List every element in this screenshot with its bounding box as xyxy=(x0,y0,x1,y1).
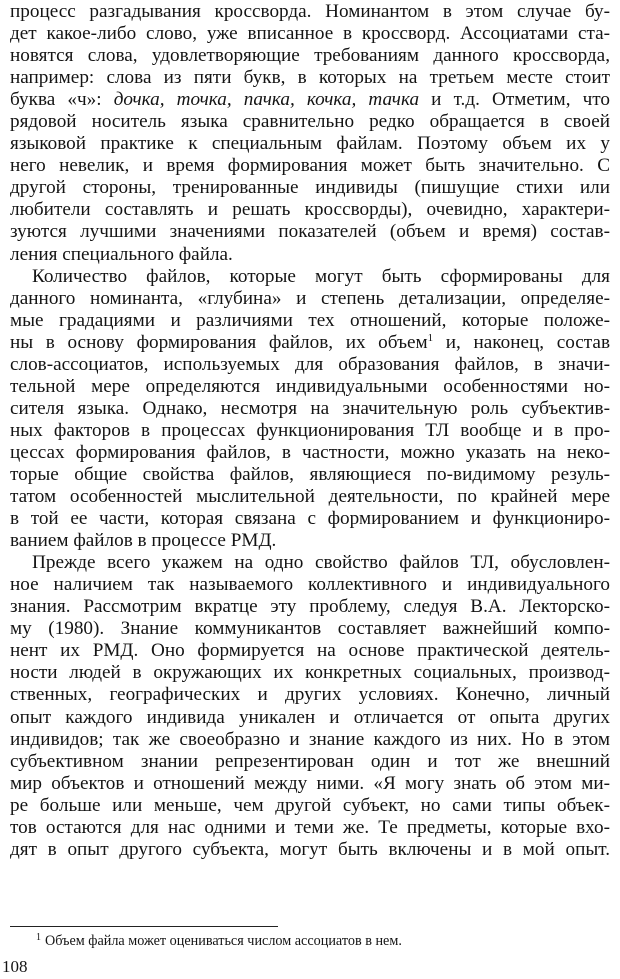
text-segment: процесс разгадывания кроссворда. Номинантом в этом случае бу- xyxy=(10,1,610,22)
text-segment: и т.д. Отметим, что xyxy=(419,89,610,111)
text-segment: Количество файлов, которые могут быть сформированы для xyxy=(32,265,610,287)
text-line xyxy=(10,354,610,376)
text-segment: например: слова из пяти букв, в которых на третьем месте стоит xyxy=(10,67,610,89)
footnote xyxy=(36,932,402,950)
text-line xyxy=(10,376,610,398)
text-line xyxy=(10,464,610,486)
text-line xyxy=(10,530,610,552)
text-segment: татом особенностей мыслительной деятельности, по крайней мере xyxy=(10,486,610,508)
text-segment: цессах формирования файлов, в частности, можно указать на неко- xyxy=(10,441,610,463)
text-line xyxy=(10,67,610,89)
text-line xyxy=(10,1,610,23)
text-line xyxy=(10,45,610,67)
footnote-text: Объем файла может оцениваться числом ассоциатов в нем. xyxy=(45,933,402,949)
text-line xyxy=(10,596,610,618)
text-segment: му (1980). Знание коммуникантов составляет важнейший компо- xyxy=(10,618,610,640)
text-line xyxy=(10,684,610,706)
text-line xyxy=(10,89,610,111)
text-line xyxy=(10,398,610,420)
footnote-marker: 1 xyxy=(36,932,41,943)
text-segment: знания. Рассмотрим вкратце эту проблему, следуя В.А. Лекторско- xyxy=(10,596,610,618)
text-segment: и, наконец, состав xyxy=(433,331,610,353)
footnote-divider xyxy=(10,926,278,927)
text-segment: другой стороны, тренированные индивиды (пишущие стихи или xyxy=(10,177,610,199)
text-line xyxy=(10,266,610,288)
text-segment: новятся слова, удовлетворяющие требованиям данного кроссворда, xyxy=(10,45,610,67)
text-line xyxy=(10,707,610,729)
text-segment: мир объектов и отношений между ними. «Я могу знать об этом ми- xyxy=(10,772,610,794)
text-segment: ности людей в окружающих их конкретных социальных, производ- xyxy=(10,662,610,684)
text-segment: сителя языка. Однако, несмотря на значительную роль субъектив- xyxy=(10,397,610,419)
text-line xyxy=(10,310,610,332)
text-segment: ре больше или меньше, чем другой субъект, но сами типы объек- xyxy=(10,794,610,816)
text-segment: тельной мере определяются индивидуальными особенностями но- xyxy=(10,375,610,397)
text-segment: субъективном знании репрезентирован один и тот же внешний xyxy=(10,750,610,772)
text-line xyxy=(10,574,610,596)
text-segment: опыт каждого индивида уникален и отличается от опыта других xyxy=(10,706,610,728)
text-segment: в той ее части, которая связана с формированием и функциониро- xyxy=(10,508,610,530)
text-segment: ственных, географических и других условиях. Конечно, личный xyxy=(10,684,610,706)
text-line xyxy=(10,729,610,751)
italic-text: дочка, точка, пачка, кочка, тачка xyxy=(113,89,420,111)
text-segment: Прежде всего укажем на одно свойство файлов ТЛ, обусловлен- xyxy=(32,552,610,574)
text-segment: зуются лучшими значениями показателей (объем и время) состав- xyxy=(10,221,610,243)
text-line xyxy=(10,817,610,839)
text-line xyxy=(10,221,610,243)
text-segment: нент их РМД. Оно формируется на основе практической деятель- xyxy=(10,640,610,662)
text-line xyxy=(10,839,610,861)
text-segment: торые общие свойства файлов, являющиеся по-видимому резуль- xyxy=(10,463,610,485)
text-line xyxy=(10,420,610,442)
text-segment: ных факторов в процессах функционирования ТЛ вообще и в про- xyxy=(10,419,610,441)
text-line xyxy=(10,795,610,817)
text-line xyxy=(10,332,610,354)
text-line xyxy=(10,552,610,574)
body-text xyxy=(10,1,610,861)
text-segment: индивидов; так же своеобразно и знание каждого из них. Но в этом xyxy=(10,728,610,750)
text-segment: слов-ассоциатов, используемых для образования файлов, в значи- xyxy=(10,353,610,375)
text-segment: дят в опыт другого субъекта, могут быть включены и в мой опыт. xyxy=(10,838,610,860)
page-number: 108 xyxy=(2,957,28,976)
text-line xyxy=(10,199,610,221)
text-line xyxy=(10,288,610,310)
text-segment: дет какое-либо слово, уже вписанное в кроссворд. Ассоциатами ста- xyxy=(10,23,610,45)
text-line xyxy=(10,508,610,530)
text-segment: ное наличием так называемого коллективного и индивидуального xyxy=(10,574,610,596)
text-segment: мые градациями и различиями тех отношений, которые положе- xyxy=(10,309,610,331)
footnote-reference: 1 xyxy=(427,331,434,344)
text-segment: него невелик, и время формирования может быть значительно. С xyxy=(10,155,610,177)
text-segment: буква «ч»: xyxy=(10,89,114,111)
text-line xyxy=(10,244,610,266)
text-line xyxy=(10,111,610,133)
text-line xyxy=(10,662,610,684)
text-segment: языковой практике к специальным файлам. Поэтому объем их у xyxy=(10,133,610,155)
text-line xyxy=(10,640,610,662)
text-line xyxy=(10,442,610,464)
text-segment: ления специального файла. xyxy=(10,243,233,265)
text-segment: любители составлять и решать кроссворды), очевидно, характери- xyxy=(10,199,610,221)
text-line xyxy=(10,177,610,199)
text-segment: тов остаются для нас одними и теми же. Те предметы, которые вхо- xyxy=(10,816,610,838)
text-segment: ны в основу формирования файлов, их объем xyxy=(10,331,428,353)
text-segment: ванием файлов в процессе РМД. xyxy=(10,530,277,552)
text-line xyxy=(10,618,610,640)
text-line xyxy=(10,23,610,45)
text-segment: рядовой носитель языка сравнительно редко обращается в своей xyxy=(10,111,610,133)
text-line xyxy=(10,486,610,508)
text-line xyxy=(10,751,610,773)
text-segment: данного номинанта, «глубина» и степень детализации, определяе- xyxy=(10,287,610,309)
text-line xyxy=(10,155,610,177)
text-line xyxy=(10,773,610,795)
text-line xyxy=(10,133,610,155)
